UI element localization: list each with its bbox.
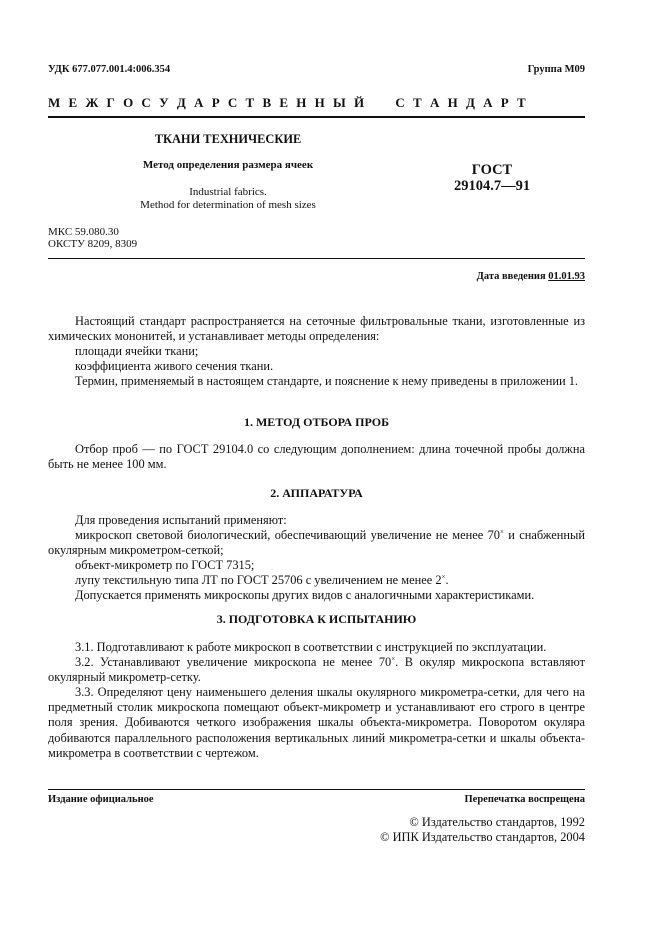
item-2-text-a: 3.2. Устанавливают увеличение микроскопа не менее 70 — [75, 655, 392, 669]
copyright-1992: © Издательство стандартов, 1992 — [409, 815, 585, 829]
microscope-text-b: и снабженный окулярным микрометром-сеткой; — [48, 528, 585, 558]
section-2-intro: Для проведения испытаний применяют: — [75, 513, 287, 527]
copyright-2004: © ИПК Издательство стандартов, 2004 — [380, 830, 585, 844]
section-2-heading: 2. АППАРАТУРА — [270, 486, 363, 500]
interstate-standard-banner: М Е Ж Г О С У Д А Р С Т В Е Н Н Ы Й С Т А Н Д А Р Т — [48, 95, 529, 110]
section-3-item-1: 3.1. Подготавливают к работе микроскоп в соответствии с инструкцией по эксплуатации. — [75, 640, 547, 654]
group-code: Группа М09 — [527, 64, 585, 75]
section-3-item-3: 3.3. Определяют цену наименьшего деления шкалы окулярного микрометра-сетки, для чего на предметный столик микроскопа помещают объект-микрометр и устанавливают его строго в центре поля зрения. Добиваются четкого изображения шкалы объекта-микрометра. Поворотом окуляра добиваются параллельного расположения вертикальных линий микрометра-сетки и шкалы объекта-микрометра в соответствии с чертежом. — [48, 685, 585, 760]
official-edition: Издание официальное — [48, 794, 154, 805]
english-title-line-1: Industrial fabrics. — [189, 186, 267, 198]
codes-rule — [48, 258, 585, 259]
intro-list-item-1: площади ячейки ткани; — [75, 344, 199, 358]
item-2-magnification-sign: × — [391, 655, 396, 663]
intro-date-label: Дата введения — [476, 271, 546, 282]
section-2-allowance: Допускается применять микроскопы других видов с аналогичными характеристиками. — [75, 588, 535, 602]
intro-date-value: 01.01.93 — [548, 271, 585, 282]
standard-subtitle: Метод определения размера ячеек — [142, 159, 314, 171]
section-3-heading: 3. ПОДГОТОВКА К ИСПЫТАНИЮ — [216, 612, 417, 626]
intro-paragraph: Настоящий стандарт распространяется на сеточные фильтровальные ткани, изготовленные из химических мононитей, и устанавливает методы определения: — [48, 314, 585, 344]
microscope-text-a: микроскоп световой биологический, обеспечивающий увеличение не менее 70 — [75, 528, 500, 542]
intro-list-item-2: коэффициента живого сечения ткани. — [75, 359, 274, 373]
loupe-text-a: лупу текстильную типа ЛТ по ГОСТ 25706 с увеличением не менее 2 — [75, 573, 442, 587]
okstu-code: ОКСТУ 8209, 8309 — [48, 238, 138, 250]
standard-title: ТКАНИ ТЕХНИЧЕСКИЕ — [154, 132, 302, 146]
loupe-magnification-sign: × — [441, 573, 446, 581]
section-2-object-micrometer: объект-микрометр по ГОСТ 7315; — [75, 558, 255, 572]
english-title-line-2: Method for determination of mesh sizes — [140, 199, 316, 211]
microscope-magnification-sign: × — [499, 528, 504, 536]
intro-date — [477, 271, 585, 282]
intro-term-paragraph: Термин, применяемый в настоящем стандарте, и пояснение к нему приведены в приложении 1. — [75, 374, 579, 388]
footer-rule — [48, 789, 585, 790]
gost-label: ГОСТ — [471, 162, 513, 178]
section-2-loupe — [48, 573, 585, 588]
section-3-item-2 — [48, 655, 585, 685]
section-1-heading: 1. МЕТОД ОТБОРА ПРОБ — [243, 415, 389, 429]
reprint-prohibited: Перепечатка воспрещена — [464, 794, 585, 805]
udk-code: УДК 677.077.001.4:006.354 — [48, 64, 171, 75]
mks-code: МКС 59.080.30 — [48, 226, 119, 238]
loupe-text-b: . — [445, 573, 449, 587]
section-1-paragraph: Отбор проб — по ГОСТ 29104.0 со следующим дополнением: длина точечной пробы должна быть не менее 100 мм. — [48, 442, 585, 472]
header-rule — [48, 116, 585, 118]
item-2-text-b: . В окуляр микроскопа вставляют окулярный микрометр-сетку. — [48, 655, 585, 685]
gost-number: 29104.7—91 — [453, 178, 531, 194]
section-2-microscope — [48, 528, 585, 558]
